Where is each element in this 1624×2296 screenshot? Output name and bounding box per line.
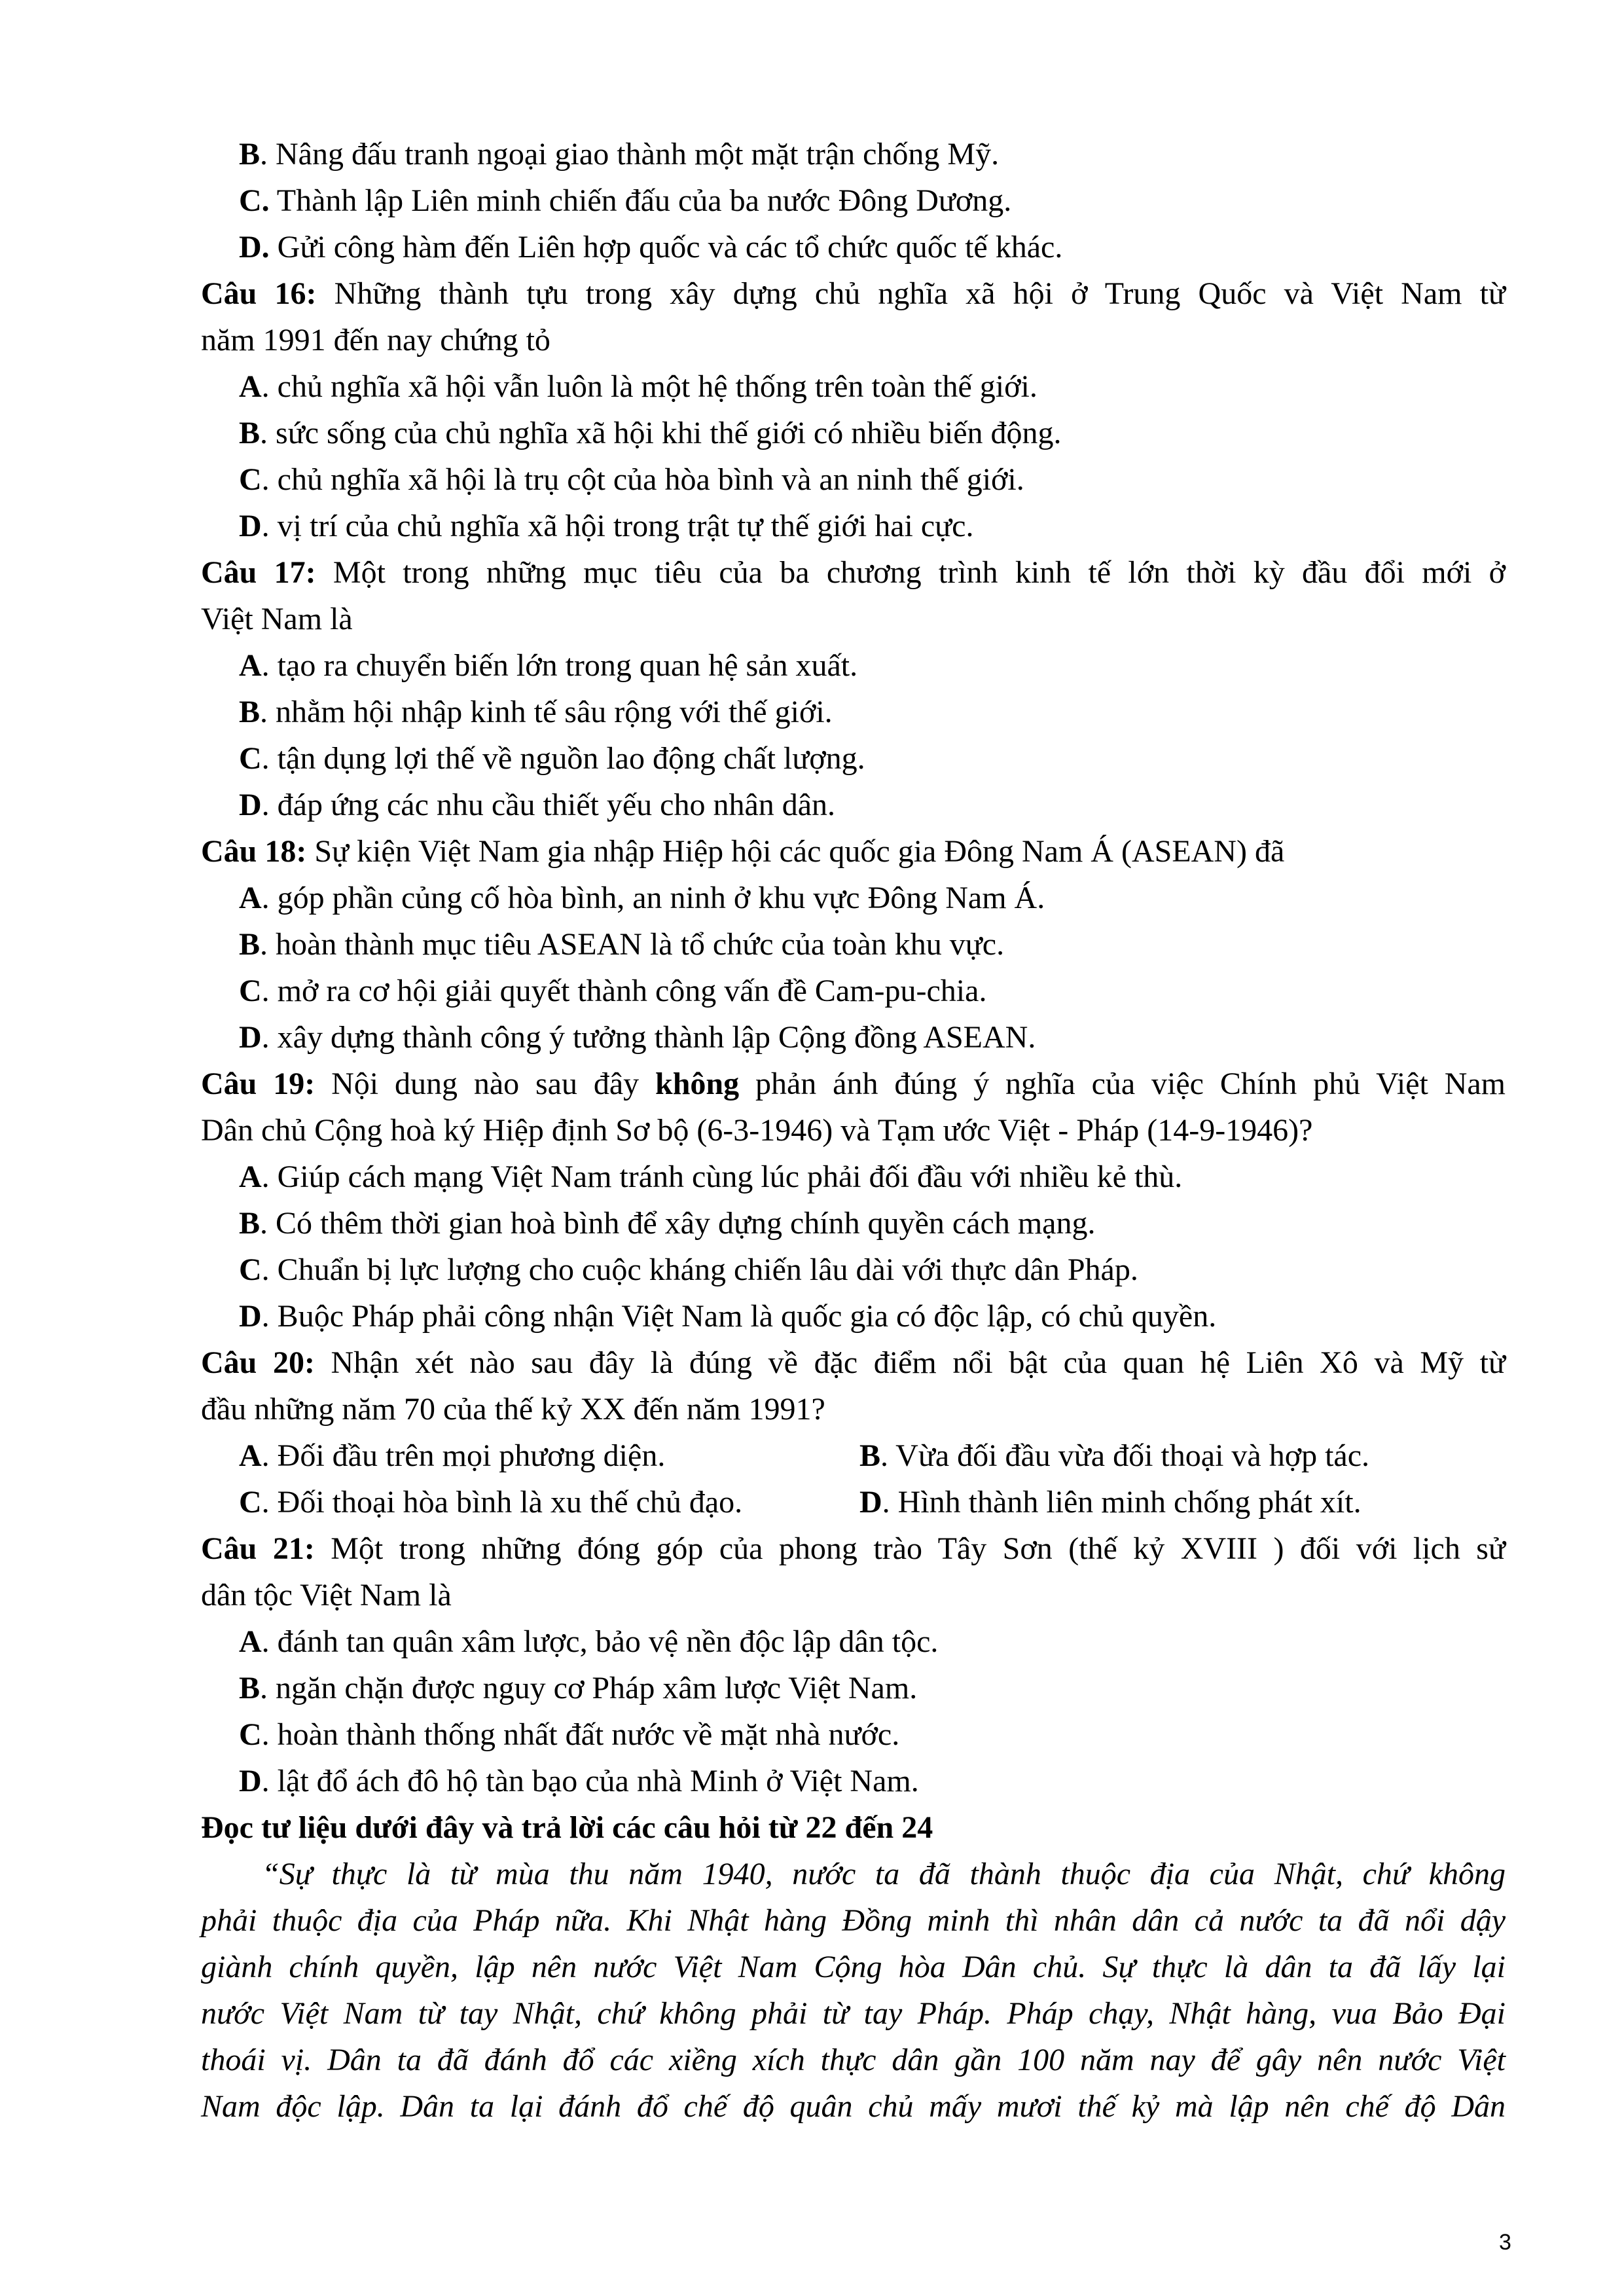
question-20-stem-cont: đầu những năm 70 của thế kỷ XX đến năm 1991? (201, 1392, 825, 1427)
question-label: Câu 16: (201, 276, 317, 311)
question-20-option-c: C. Đối thoại hòa bình là xu thế chủ đạo. (239, 1485, 743, 1520)
question-17-option-c: C. tận dụng lợi thế về nguồn lao động chất lượng. (239, 741, 865, 776)
question-21-option-d: D. lật đổ ách đô hộ tàn bạo của nhà Minh ở Việt Nam. (239, 1764, 919, 1798)
reading-line: Nam độc lập. Dân ta lại đánh đổ chế độ quân chủ mấy mươi thế kỷ mà lập nên chế độ Dân (201, 2089, 1506, 2124)
question-19-option-a: A. Giúp cách mạng Việt Nam tránh cùng lúc phải đối đầu với nhiều kẻ thù. (239, 1159, 1183, 1194)
question-label: Câu 20: (201, 1345, 315, 1380)
question-20-stem: Câu 20: Nhận xét nào sau đây là đúng về đặc điểm nổi bật của quan hệ Liên Xô và Mỹ từ (201, 1345, 1506, 1380)
prev-option-d: D. Gửi công hàm đến Liên hợp quốc và các tổ chức quốc tế khác. (239, 230, 1063, 264)
option-letter: C. (239, 183, 270, 218)
question-label: Câu 21: (201, 1531, 315, 1566)
option-letter: B (239, 137, 261, 172)
reading-line: “Sự thực là từ mùa thu năm 1940, nước ta đã thành thuộc địa của Nhật, chứ không (262, 1857, 1506, 1891)
emphasis-not: không (655, 1066, 740, 1101)
question-16-stem: Câu 16: Những thành tựu trong xây dựng chủ nghĩa xã hội ở Trung Quốc và Việt Nam từ (201, 276, 1506, 311)
question-18-option-c: C. mở ra cơ hội giải quyết thành công vấn đề Cam-pu-chia. (239, 974, 987, 1008)
option-letter: D. (239, 230, 270, 264)
question-label: Câu 17: (201, 555, 316, 590)
question-16-option-a: A. chủ nghĩa xã hội vẫn luôn là một hệ thống trên toàn thế giới. (239, 369, 1038, 404)
question-20-option-b: B. Vừa đối đầu vừa đối thoại và hợp tác. (859, 1438, 1370, 1473)
question-16-stem-cont: năm 1991 đến nay chứng tỏ (201, 323, 550, 357)
question-17-stem: Câu 17: Một trong những mục tiêu của ba chương trình kinh tế lớn thời kỳ đầu đổi mới ở (201, 555, 1506, 590)
reading-line: phải thuộc địa của Pháp nữa. Khi Nhật hàng Đồng minh thì nhân dân cả nước ta đã nổi dậy (201, 1903, 1506, 1938)
question-21-stem: Câu 21: Một trong những đóng góp của phong trào Tây Sơn (thế kỷ XVIII ) đối với lịch sử (201, 1531, 1506, 1566)
question-18-option-b: B. hoàn thành mục tiêu ASEAN là tổ chức của toàn khu vực. (239, 927, 1005, 962)
question-16-option-b: B. sức sống của chủ nghĩa xã hội khi thế giới có nhiều biến động. (239, 416, 1062, 450)
question-17-option-b: B. nhằm hội nhập kinh tế sâu rộng với thế giới. (239, 695, 833, 729)
question-18-option-a: A. góp phần củng cố hòa bình, an ninh ở khu vực Đông Nam Á. (239, 881, 1045, 915)
question-21-option-b: B. ngăn chặn được nguy cơ Pháp xâm lược Việt Nam. (239, 1671, 918, 1705)
question-16-option-d: D. vị trí của chủ nghĩa xã hội trong trật tự thế giới hai cực. (239, 509, 974, 543)
prev-option-c: C. Thành lập Liên minh chiến đấu của ba nước Đông Dương. (239, 183, 1012, 218)
reading-line: giành chính quyền, lập nên nước Việt Nam Cộng hòa Dân chủ. Sự thực là dân ta đã lấy lại (201, 1950, 1506, 1984)
question-19-stem-cont: Dân chủ Cộng hoà ký Hiệp định Sơ bộ (6-3-1946) và Tạm ước Việt - Pháp (14-9-1946)? (201, 1113, 1313, 1148)
reading-heading: Đọc tư liệu dưới đây và trả lời các câu hỏi từ 22 đến 24 (201, 1810, 933, 1845)
question-18-stem: Câu 18: Sự kiện Việt Nam gia nhập Hiệp hội các quốc gia Đông Nam Á (ASEAN) đã (201, 834, 1285, 869)
question-20-option-a: A. Đối đầu trên mọi phương diện. (239, 1438, 666, 1473)
question-20-option-d: D. Hình thành liên minh chống phát xít. (859, 1485, 1362, 1520)
reading-line: nước Việt Nam từ tay Nhật, chứ không phải từ tay Pháp. Pháp chạy, Nhật hàng, vua Bảo Đại (201, 1996, 1506, 2031)
question-21-option-a: A. đánh tan quân xâm lược, bảo vệ nền độc lập dân tộc. (239, 1624, 939, 1659)
question-17-option-a: A. tạo ra chuyển biến lớn trong quan hệ sản xuất. (239, 648, 858, 683)
question-16-option-c: C. chủ nghĩa xã hội là trụ cột của hòa bình và an ninh thế giới. (239, 462, 1024, 497)
question-17-stem-cont: Việt Nam là (201, 602, 353, 636)
question-19-option-c: C. Chuẩn bị lực lượng cho cuộc kháng chiến lâu dài với thực dân Pháp. (239, 1252, 1138, 1287)
prev-option-b: B. Nâng đấu tranh ngoại giao thành một mặt trận chống Mỹ. (239, 137, 1000, 172)
reading-line: thoái vị. Dân ta đã đánh đổ các xiềng xích thực dân gần 100 năm nay để gây nên nước Việt (201, 2043, 1506, 2077)
question-17-option-d: D. đáp ứng các nhu cầu thiết yếu cho nhân dân. (239, 788, 836, 822)
question-19-stem: Câu 19: Nội dung nào sau đây không phản ánh đúng ý nghĩa của việc Chính phủ Việt Nam (201, 1066, 1506, 1101)
question-19-option-b: B. Có thêm thời gian hoà bình để xây dựng chính quyền cách mạng. (239, 1206, 1096, 1241)
question-19-option-d: D. Buộc Pháp phải công nhận Việt Nam là quốc gia có độc lập, có chủ quyền. (239, 1299, 1217, 1334)
question-21-option-c: C. hoàn thành thống nhất đất nước về mặt nhà nước. (239, 1717, 900, 1752)
question-label: Câu 18: (201, 834, 307, 869)
question-18-option-d: D. xây dựng thành công ý tưởng thành lập Cộng đồng ASEAN. (239, 1020, 1036, 1055)
question-label: Câu 19: (201, 1066, 316, 1101)
page-number: 3 (1499, 2230, 1511, 2255)
question-21-stem-cont: dân tộc Việt Nam là (201, 1578, 452, 1613)
